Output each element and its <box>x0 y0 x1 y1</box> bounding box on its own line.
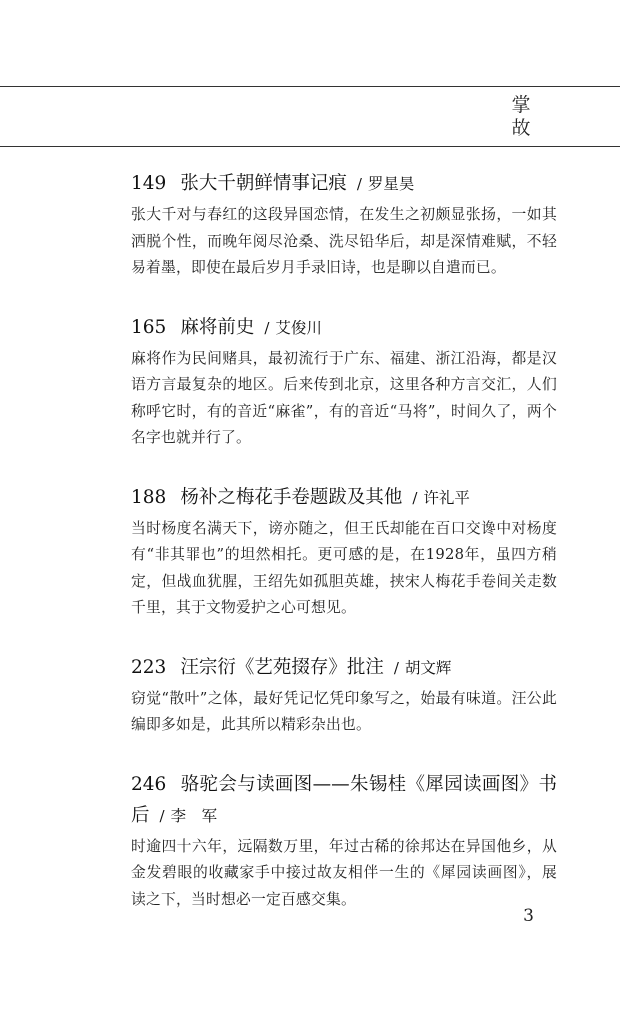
table-of-contents <box>131 168 557 943</box>
entry-heading <box>131 769 557 832</box>
toc-entry <box>131 168 557 282</box>
toc-entry <box>131 482 557 622</box>
entry-separator: / <box>356 175 362 193</box>
toc-entry <box>131 652 557 739</box>
entry-heading <box>131 652 557 684</box>
entry-separator: / <box>393 658 399 677</box>
entry-separator: / <box>412 488 418 507</box>
page-number: 3 <box>523 906 534 926</box>
entry-author: 罗星昊 <box>367 175 415 193</box>
entry-page-number: 188 <box>131 486 167 508</box>
entry-separator: / <box>264 318 270 337</box>
section-char: 故 <box>511 117 531 139</box>
entry-separator: / <box>159 806 165 825</box>
entry-page-number: 149 <box>131 173 167 194</box>
entry-author: 艾俊川 <box>275 318 322 337</box>
entry-summary: 时逾四十六年，远隔数万里，年过古稀的徐邦达在异国他乡，从金发碧眼的收藏家手中接过故友相伴一生的《犀园读画图》，展读之下，当时想必一定百感交集。 <box>131 837 557 908</box>
entry-page-number: 165 <box>131 316 167 338</box>
entry-title: 张大千朝鲜情事记痕 <box>180 173 347 194</box>
entry-heading <box>131 482 557 514</box>
entry-title: 麻将前史 <box>180 316 255 338</box>
entry-title: 杨补之梅花手卷题跋及其他 <box>180 486 403 508</box>
header-bottom-rule <box>0 146 620 147</box>
entry-page-number: 223 <box>131 656 167 678</box>
toc-entry <box>131 769 557 914</box>
entry-heading <box>131 168 557 200</box>
header-top-rule <box>0 86 620 87</box>
entry-author: 胡文辉 <box>404 658 452 677</box>
section-char: 掌 <box>511 94 531 116</box>
section-label <box>510 94 532 140</box>
entry-author: 李 军 <box>170 806 218 825</box>
entry-summary: 窃觉“散叶”之体，最好凭记忆凭印象写之，始最有味道。汪公此编即多如是，此其所以精彩杂出也。 <box>131 689 557 733</box>
entry-title: 骆驼会与读画图——朱锡桂《犀园读画图》书后 <box>131 773 557 826</box>
entry-author: 许礼平 <box>423 488 470 507</box>
entry-title: 汪宗衍《艺苑掇存》批注 <box>180 656 384 678</box>
entry-summary: 当时杨度名满天下，谤亦随之，但王氏却能在百口交谗中对杨度有“非其罪也”的坦然相托。更可感的是，在1928年，虽四方稍定，但战血犹腥，王绍先如孤胆英雄，挟宋人梅花手卷间关走数千里，其于文物爱护之心可想见。 <box>131 519 557 616</box>
entry-page-number: 246 <box>131 773 167 795</box>
toc-entry <box>131 312 557 452</box>
entry-summary: 麻将作为民间赌具，最初流行于广东、福建、浙江沿海，都是汉语方言最复杂的地区。后来传到北京，这里各种方言交汇，人们称呼它时，有的音近“麻雀”，有的音近“马将”，时间久了，两个名字也就并行了。 <box>131 349 557 446</box>
entry-summary: 张大千对与春红的这段异国恋情，在发生之初颇显张扬，一如其洒脱个性，而晚年阅尽沧桑、洗尽铅华后，却是深情难赋，不轻易着墨，即使在最后岁月手录旧诗，也是聊以自遣而已。 <box>131 206 557 276</box>
entry-heading <box>131 312 557 344</box>
